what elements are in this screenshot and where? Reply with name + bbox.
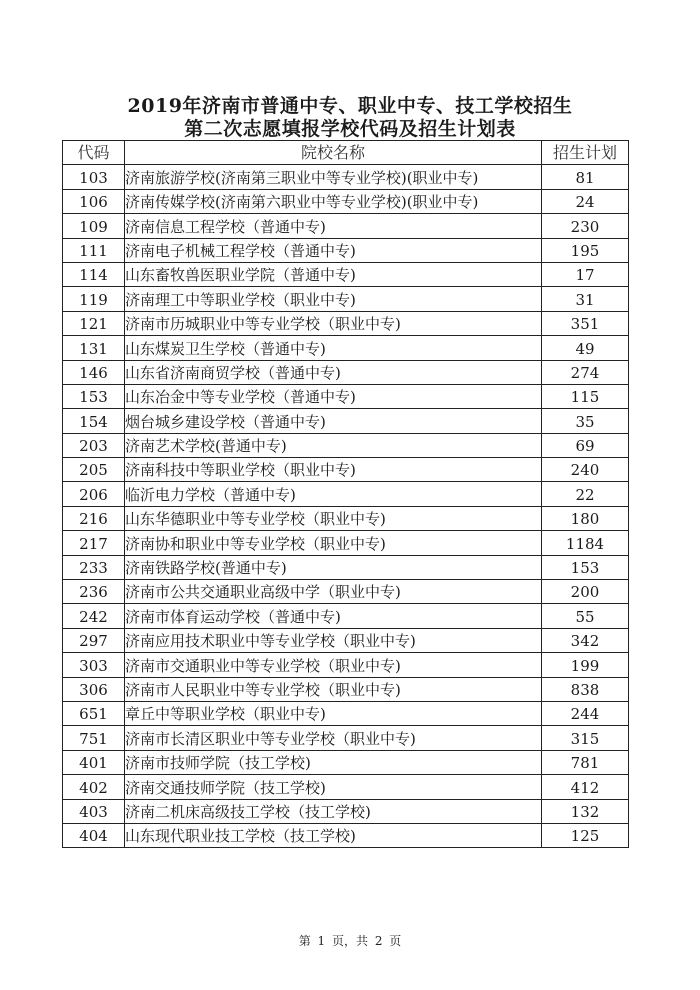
row-school-name: 山东省济南商贸学校（普通中专) [125,360,542,384]
row-school-name: 山东现代职业技工学校（技工学校) [125,823,542,847]
row-school-name: 济南科技中等职业学校（职业中专) [125,458,542,482]
row-school-name: 章丘中等职业学校（职业中专) [125,701,542,725]
row-enrollment-plan: 200 [542,580,629,604]
row-enrollment-plan: 22 [542,482,629,506]
header-code: 代码 [63,141,125,165]
table-row [63,604,629,628]
row-enrollment-plan: 17 [542,262,629,286]
row-school-name: 济南艺术学校(普通中专) [125,433,542,457]
row-school-name: 济南市交通职业中等专业学校（职业中专) [125,653,542,677]
table-row [63,262,629,286]
table-row [63,287,629,311]
table-row [63,189,629,213]
table-row [63,384,629,408]
row-enrollment-plan: 1184 [542,531,629,555]
row-code: 297 [63,628,125,652]
table-row [63,458,629,482]
table-row [63,653,629,677]
row-enrollment-plan: 153 [542,555,629,579]
row-school-name: 济南市体育运动学校（普通中专) [125,604,542,628]
row-enrollment-plan: 35 [542,409,629,433]
row-code: 121 [63,311,125,335]
row-school-name: 济南信息工程学校（普通中专) [125,214,542,238]
table-row [63,726,629,750]
row-code: 153 [63,384,125,408]
row-code: 106 [63,189,125,213]
row-school-name: 临沂电力学校（普通中专) [125,482,542,506]
row-school-name: 济南应用技术职业中等专业学校（职业中专) [125,628,542,652]
row-code: 751 [63,726,125,750]
row-code: 154 [63,409,125,433]
row-school-name: 济南市历城职业中等专业学校（职业中专) [125,311,542,335]
row-school-name: 济南协和职业中等专业学校（职业中专) [125,531,542,555]
row-code: 114 [63,262,125,286]
row-enrollment-plan: 81 [542,165,629,189]
page-number-footer: 第 1 页，共 2 页 [298,934,402,948]
document-title-line1: 2019年济南市普通中专、职业中专、技工学校招生 [127,95,573,117]
table-row [63,360,629,384]
table-row [63,823,629,847]
table-row [63,775,629,799]
table-row [63,580,629,604]
table-row [63,482,629,506]
table-row [63,701,629,725]
row-code: 242 [63,604,125,628]
row-school-name: 烟台城乡建设学校（普通中专) [125,409,542,433]
table-row [63,311,629,335]
row-enrollment-plan: 69 [542,433,629,457]
table-row [63,750,629,774]
row-code: 109 [63,214,125,238]
row-enrollment-plan: 115 [542,384,629,408]
table-row [63,409,629,433]
row-enrollment-plan: 838 [542,677,629,701]
row-code: 131 [63,336,125,360]
row-enrollment-plan: 240 [542,458,629,482]
row-code: 404 [63,823,125,847]
row-code: 103 [63,165,125,189]
row-enrollment-plan: 31 [542,287,629,311]
row-school-name: 济南铁路学校(普通中专) [125,555,542,579]
table-row [63,677,629,701]
row-enrollment-plan: 351 [542,311,629,335]
table-row [63,506,629,530]
table-row [63,531,629,555]
row-enrollment-plan: 199 [542,653,629,677]
row-school-name: 济南市人民职业中等专业学校（职业中专) [125,677,542,701]
row-code: 205 [63,458,125,482]
row-code: 217 [63,531,125,555]
row-code: 403 [63,799,125,823]
header-school-name: 院校名称 [125,141,542,165]
row-school-name: 济南旅游学校(济南第三职业中等专业学校)(职业中专) [125,165,542,189]
table-row [63,214,629,238]
row-code: 203 [63,433,125,457]
row-enrollment-plan: 195 [542,238,629,262]
row-code: 303 [63,653,125,677]
row-enrollment-plan: 49 [542,336,629,360]
header-enrollment-plan: 招生计划 [542,141,629,165]
row-code: 146 [63,360,125,384]
enrollment-plan-table [62,140,629,848]
table-row [63,799,629,823]
row-enrollment-plan: 315 [542,726,629,750]
table-row [63,238,629,262]
row-school-name: 济南传媒学校(济南第六职业中等专业学校)(职业中专) [125,189,542,213]
row-school-name: 济南市技师学院（技工学校) [125,750,542,774]
row-enrollment-plan: 125 [542,823,629,847]
row-school-name: 山东冶金中等专业学校（普通中专) [125,384,542,408]
row-school-name: 济南电子机械工程学校（普通中专) [125,238,542,262]
table-row [63,165,629,189]
table-row [63,433,629,457]
row-code: 119 [63,287,125,311]
table-body [63,165,629,848]
row-school-name: 山东煤炭卫生学校（普通中专) [125,336,542,360]
row-school-name: 山东畜牧兽医职业学院（普通中专) [125,262,542,286]
table-header-row [63,141,629,165]
row-code: 206 [63,482,125,506]
table-row [63,555,629,579]
row-enrollment-plan: 230 [542,214,629,238]
row-enrollment-plan: 274 [542,360,629,384]
row-code: 216 [63,506,125,530]
row-code: 402 [63,775,125,799]
document-title-line2: 第二次志愿填报学校代码及招生计划表 [184,118,516,140]
row-enrollment-plan: 781 [542,750,629,774]
row-code: 651 [63,701,125,725]
row-code: 233 [63,555,125,579]
row-enrollment-plan: 24 [542,189,629,213]
row-code: 111 [63,238,125,262]
row-enrollment-plan: 412 [542,775,629,799]
row-school-name: 济南市长清区职业中等专业学校（职业中专) [125,726,542,750]
row-enrollment-plan: 55 [542,604,629,628]
row-school-name: 山东华德职业中等专业学校（职业中专) [125,506,542,530]
row-enrollment-plan: 180 [542,506,629,530]
row-enrollment-plan: 132 [542,799,629,823]
row-school-name: 济南交通技师学院（技工学校) [125,775,542,799]
row-code: 236 [63,580,125,604]
row-school-name: 济南理工中等职业学校（职业中专) [125,287,542,311]
row-school-name: 济南二机床高级技工学校（技工学校) [125,799,542,823]
row-enrollment-plan: 342 [542,628,629,652]
table-row [63,628,629,652]
row-school-name: 济南市公共交通职业高级中学（职业中专) [125,580,542,604]
row-code: 401 [63,750,125,774]
table-row [63,336,629,360]
row-enrollment-plan: 244 [542,701,629,725]
row-code: 306 [63,677,125,701]
